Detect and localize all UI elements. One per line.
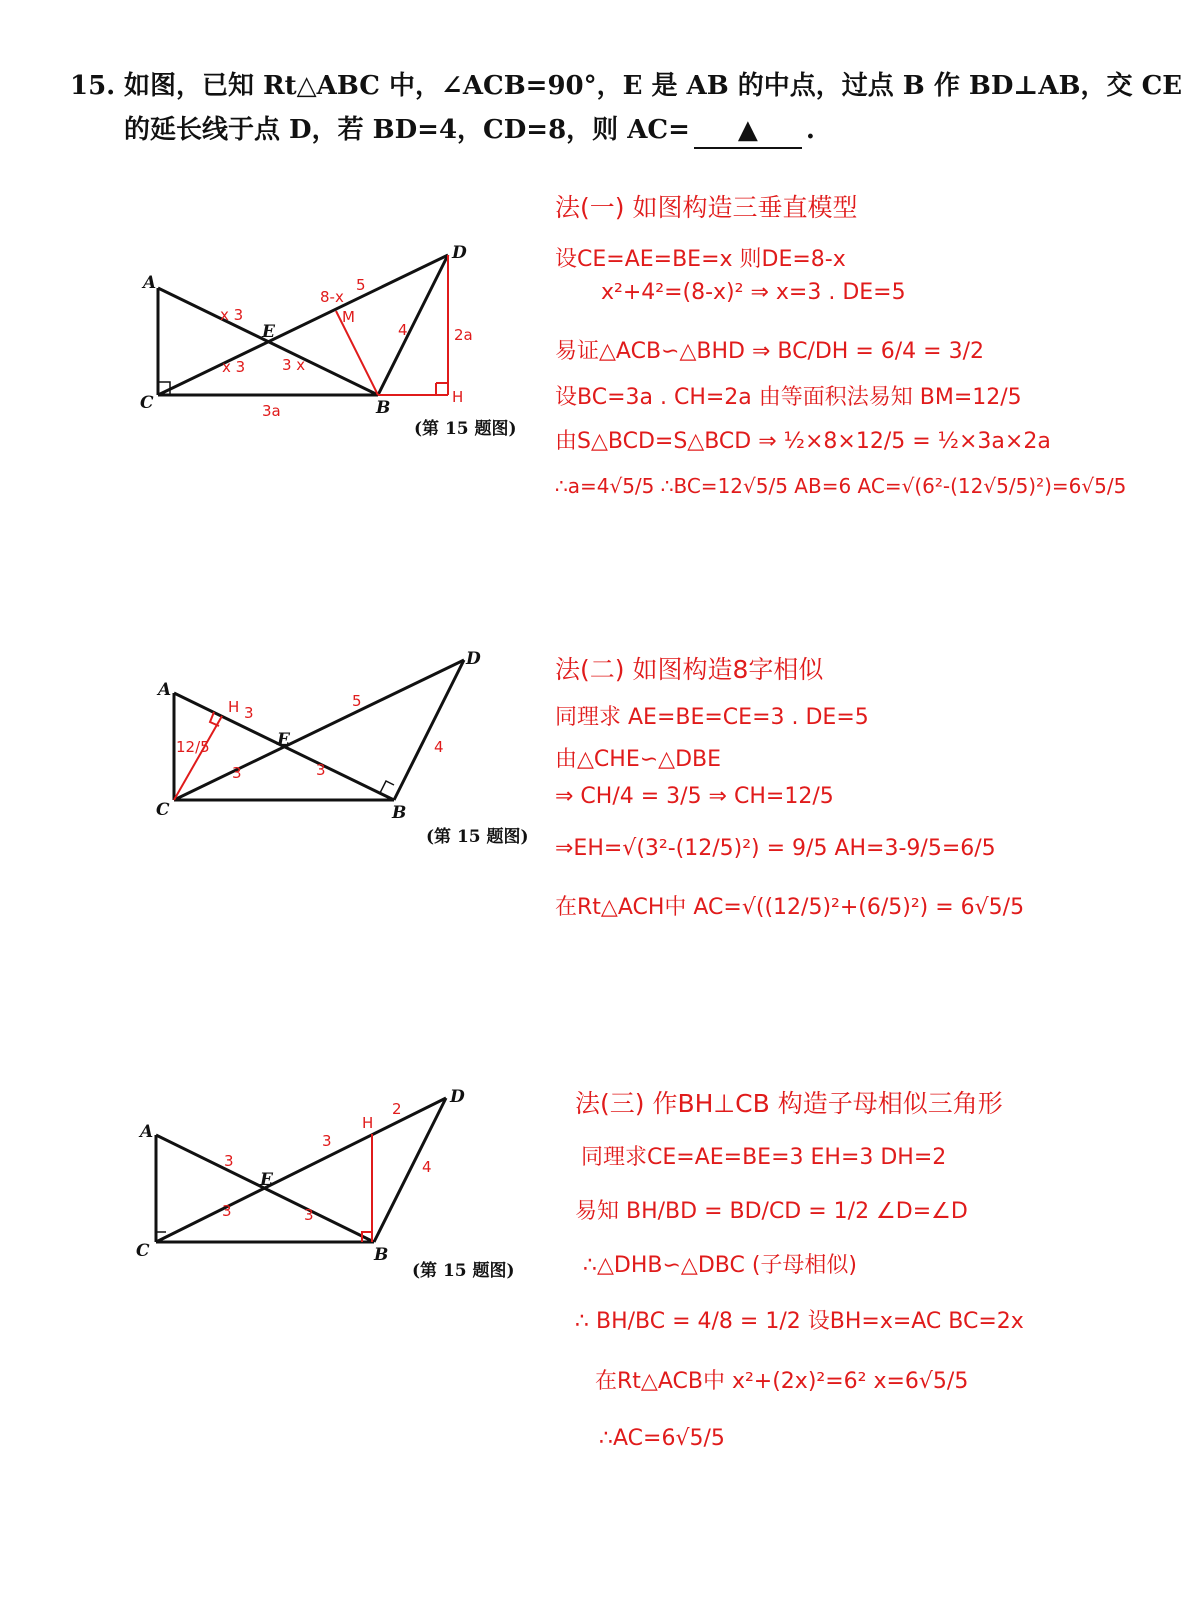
fig3-label-c: C xyxy=(136,1241,150,1261)
fig1-right-angle-c xyxy=(158,382,170,395)
fig2-side-bd xyxy=(394,660,464,800)
method-1-step-4: 设BC=3a . CH=2a 由等面积法易知 BM=12/5 xyxy=(555,385,1022,410)
method-3-step-1: 同理求CE=AE=BE=3 EH=3 DH=2 xyxy=(581,1145,947,1170)
method-2-step-3: ⇒ CH/4 = 3/5 ⇒ CH=12/5 xyxy=(555,784,834,809)
fig2-label-d: D xyxy=(466,649,481,669)
fig3-label-be: 3 xyxy=(304,1206,314,1224)
fig1-side-bd xyxy=(378,255,448,395)
method-3-step-4: ∴ BH/BC = 4/8 = 1/2 设BH=x=AC BC=2x xyxy=(575,1309,1024,1334)
fig1-label-c: C xyxy=(140,393,154,413)
method-2-step-1: 同理求 AE=BE=CE=3 . DE=5 xyxy=(555,705,869,730)
method-1-step-3: 易证△ACB∽△BHD ⇒ BC/DH = 6/4 = 3/2 xyxy=(555,339,985,364)
fig3-label-eh: 3 xyxy=(322,1132,332,1150)
fig2-label-ce: 3 xyxy=(232,764,242,782)
method-3-title: 法(三) 作BH⊥CB 构造子母相似三角形 xyxy=(575,1089,1003,1118)
fig2-right-angle-b xyxy=(380,781,394,793)
fig1-label-a: A xyxy=(143,273,157,293)
fig2-label-ch: 12/5 xyxy=(176,738,210,756)
fig1-side-ab xyxy=(158,288,378,395)
fig2-line-cd xyxy=(174,660,464,800)
fig1-line-bm xyxy=(336,311,378,395)
fig3-label-h: H xyxy=(362,1114,374,1132)
method-1-step-2: x²+4²=(8-x)² ⇒ x=3 . DE=5 xyxy=(601,280,906,305)
method-3-step-6: ∴AC=6√5/5 xyxy=(599,1426,725,1451)
fig3-label-ae: 3 xyxy=(224,1152,234,1170)
fig1-label-md: 5 xyxy=(356,276,366,294)
fig1-label-h: H xyxy=(452,388,464,406)
fig1-label-dh: 2a xyxy=(454,326,473,344)
fig1-line-cd xyxy=(158,255,448,395)
fig1-label-bd: 4 xyxy=(398,321,408,339)
answer-blank: ▲ xyxy=(694,113,802,149)
fig1-label-ce: x 3 xyxy=(222,358,246,376)
fig1-label-cb: 3a xyxy=(262,402,281,420)
fig2-label-b: B xyxy=(392,803,407,823)
fig1-label-d: D xyxy=(452,243,467,263)
fig2-label-be: 3 xyxy=(316,761,326,779)
fig2-label-h: H xyxy=(228,698,240,716)
method-3-step-3: ∴△DHB∽△DBC (子母相似) xyxy=(583,1253,858,1278)
fig3-side-bd xyxy=(374,1098,446,1242)
method-1-step-1: 设CE=AE=BE=x 则DE=8-x xyxy=(555,247,846,272)
fig3-side-ab xyxy=(156,1135,374,1242)
fig2-label-bd: 4 xyxy=(434,738,444,756)
method-2-step-5: 在Rt△ACH中 AC=√((12/5)²+(6/5)²) = 6√5/5 xyxy=(555,895,1025,920)
method-1-step-6: ∴a=4√5/5 ∴BC=12√5/5 AB=6 AC=√(6²-(12√5/5)²)=6√5/5 xyxy=(555,474,1127,498)
fig3-label-b: B xyxy=(374,1245,389,1265)
fig1-label-b: B xyxy=(376,398,391,418)
method-1-step-5: 由S△BCD=S△BCD ⇒ ½×8×12/5 = ½×3a×2a xyxy=(555,429,1051,454)
fig3-label-d: D xyxy=(450,1087,465,1107)
fig1-label-e: E xyxy=(262,322,275,342)
fig1-label-em: 8-x xyxy=(320,288,344,306)
fig2-label-a: A xyxy=(158,680,172,700)
problem-line-2-end: . xyxy=(805,115,815,145)
problem-line-2-text: 的延长线于点 D，若 BD=4，CD=8，则 AC= xyxy=(124,115,690,145)
fig2-line-ch xyxy=(174,716,222,800)
problem-line-2 xyxy=(124,106,815,154)
fig3-label-bd: 4 xyxy=(422,1158,432,1176)
fig3-label-ce: 3 xyxy=(222,1202,232,1220)
fig1-label-be: 3 x xyxy=(282,356,306,374)
fig2-label-ed: 5 xyxy=(352,692,362,710)
problem-number: 15. xyxy=(70,71,116,101)
figure-1-caption: (第 15 题图) xyxy=(414,419,517,439)
fig3-label-e: E xyxy=(260,1170,273,1190)
method-2-title: 法(二) 如图构造8字相似 xyxy=(555,655,824,684)
fig3-right-angle-b xyxy=(362,1232,372,1242)
fig3-label-a: A xyxy=(140,1122,154,1142)
figure-2-caption: (第 15 题图) xyxy=(426,827,529,847)
fig2-label-e: E xyxy=(277,730,290,750)
fig2-label-c: C xyxy=(156,800,170,820)
method-3-step-5: 在Rt△ACB中 x²+(2x)²=6² x=6√5/5 xyxy=(595,1369,969,1394)
method-2-step-2: 由△CHE∽△DBE xyxy=(555,747,722,772)
fig3-label-hd: 2 xyxy=(392,1100,402,1118)
fig2-side-ab xyxy=(174,693,394,800)
fig1-label-m: M xyxy=(342,308,355,326)
method-2-step-4: ⇒EH=√(3²-(12/5)²) = 9/5 AH=3-9/5=6/5 xyxy=(555,836,996,861)
problem-line-1: 如图，已知 Rt△ABC 中，∠ACB=90°，E 是 AB 的中点，过点 B 作 BD⊥AB，交 CE xyxy=(124,71,1183,101)
method-3-step-2: 易知 BH/BD = BD/CD = 1/2 ∠D=∠D xyxy=(575,1199,968,1224)
fig3-line-cd xyxy=(156,1098,446,1242)
fig1-label-ae: x 3 xyxy=(220,306,244,324)
fig2-label-ah: 3 xyxy=(244,704,254,722)
figure-3-caption: (第 15 题图) xyxy=(412,1261,515,1281)
fig2-right-angle-h xyxy=(210,712,219,726)
method-1-title: 法(一) 如图构造三垂直模型 xyxy=(555,193,858,222)
